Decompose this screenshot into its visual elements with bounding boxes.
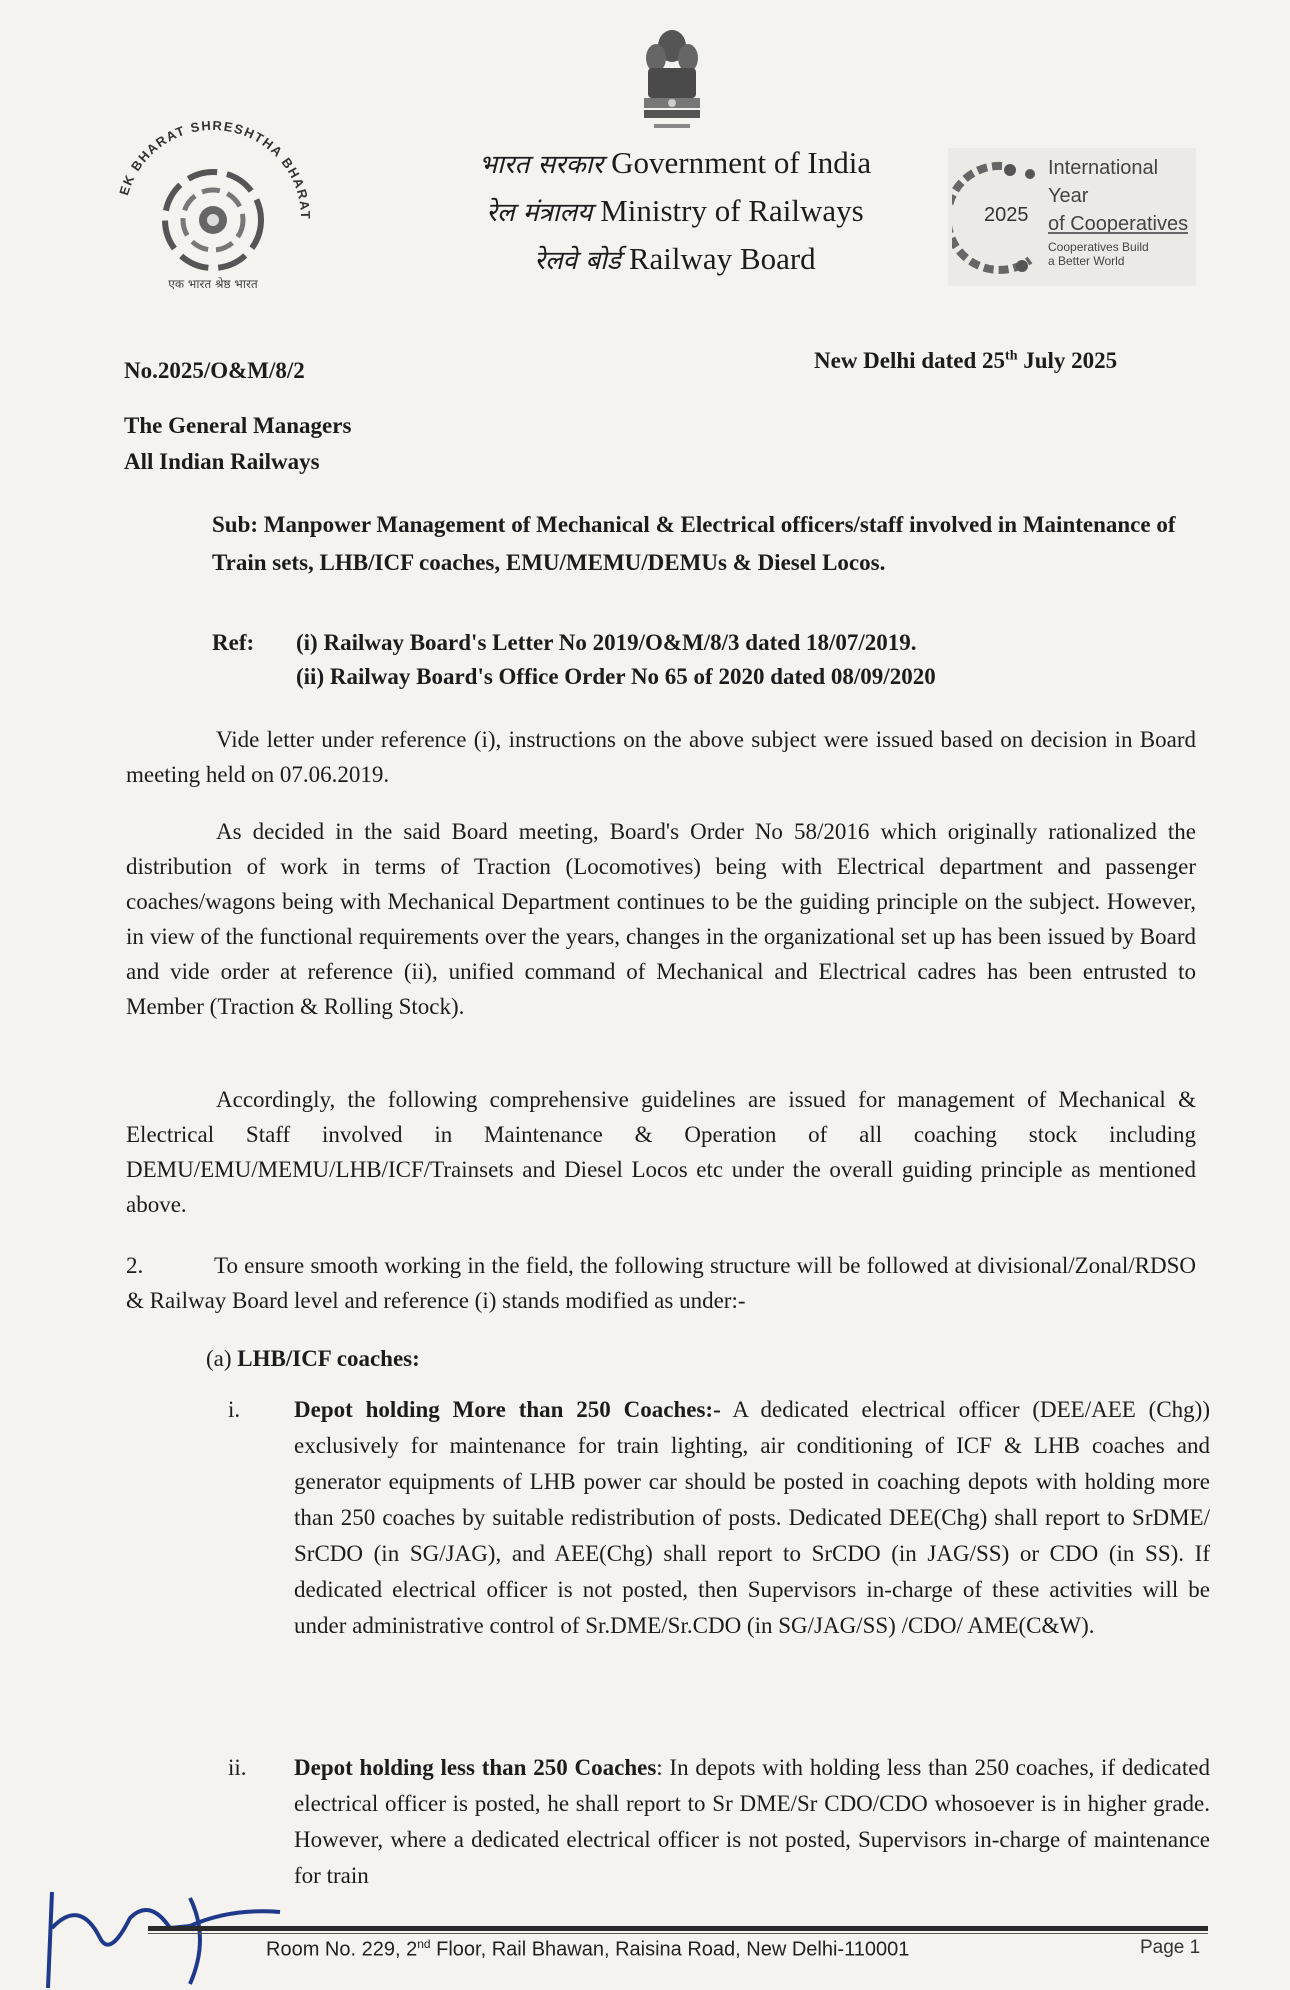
header-line3-english: Railway Board [628, 241, 816, 276]
header-line1-hindi: भारत सरकार [478, 150, 604, 180]
list-item-heading: Depot holding less than 250 Coaches [294, 1755, 657, 1780]
letter-number: No.2025/O&M/8/2 [124, 358, 305, 383]
svg-text:EK BHARAT SHRESHTHA BHARAT: EK BHARAT SHRESHTHA BHARAT [116, 117, 314, 221]
paragraph-3: Accordingly, the following comprehensive guidelines are issued for management of Mechanical & Electrical Staff involved in Maintenance & Operation of all coaching stock including DEMU/EMU/MEMU/LHB/ICF/Trainsets and Diesel Locos etc under the overall guiding principle as mentioned above. [126, 1087, 1196, 1217]
iyc-title-line1: International Year [1048, 157, 1159, 207]
header-line3-hindi: रेलवे बोर्ड [534, 246, 621, 276]
section-a-heading: (a) LHB/ICF coaches: [206, 1346, 420, 1371]
header-line2-hindi: रेल मंत्रालय [486, 198, 593, 228]
national-emblem-icon [636, 24, 708, 140]
left-logo-hindi-text: एक भारत श्रेष्ठ भारत [168, 277, 258, 291]
iyc-divider [1048, 232, 1188, 234]
list-item-text: Depot holding More than 250 Coaches:- A dedicated electrical officer (DEE/AEE (Chg)) exclusively for maintenance for train lighting, air conditioning of ICF & LHB coaches and generator equipments of LHB power car should be posted in coaching depots with holding more than 250 coaches by suitable redistribution of posts. Dedicated DEE(Chg) shall report to SrDME/ SrCDO (in SG/JAG), and AEE(Chg) shall report to SrCDO (in JAG/SS) or CDO (in SS). If dedicated electrical officer is not posted, then Supervisors in-charge of these activities will be under administrative control of Sr.DME/Sr.CDO (in SG/JAG/SS) /CDO/ AME(C&W). [294, 1397, 1210, 1638]
addressee-line2: All Indian Railways [124, 449, 320, 474]
handwritten-signature [40, 1888, 290, 1990]
header-line-government [430, 140, 920, 188]
subject-line: Sub: Manpower Management of Mechanical & Electrical officers/staff involved in Maintenance of Train sets, LHB/ICF coaches, EMU/MEMU/DEMUs & Diesel Locos. [212, 512, 1176, 575]
iyc-tagline-2: a Better World [1048, 254, 1125, 268]
list-item-heading: Depot holding More than 250 Coaches:- [294, 1397, 721, 1422]
iyc-tagline-1: Cooperatives Build [1048, 240, 1149, 254]
paragraph-2: As decided in the said Board meeting, Board's Order No 58/2016 which originally rationalized the distribution of work in terms of Traction (Locomotives) being with Electrical department and passenger coaches/wagons being with Mechanical Department continues to be the guiding principle on the subject. However, in view of the functional requirements over the years, changes in the organizational set up has been issued by Board and vide order at reference (ii), unified command of Mechanical and Electrical cadres has been entrusted to Member (Traction & Rolling Stock). [126, 819, 1196, 1019]
reference-2: (ii) Railway Board's Office Order No 65 of 2020 dated 08/09/2020 [296, 664, 936, 689]
header-line2-english: Ministry of Railways [600, 193, 864, 228]
footer-divider-thin [148, 1933, 1208, 1934]
footer-divider [148, 1926, 1208, 1931]
page-number: Page 1 [1140, 1937, 1201, 1958]
international-year-cooperatives-logo [948, 148, 1196, 286]
addressee-line1: The General Managers [124, 413, 352, 438]
footer-address: Room No. 229, 2nd Floor, Rail Bhawan, Raisina Road, New Delhi-110001 [266, 1937, 910, 1961]
paragraph-1: Vide letter under reference (i), instructions on the above subject were issued based on decision in Board meeting held on 07.06.2019. [126, 727, 1196, 787]
paragraph-number: 2. [126, 1253, 144, 1278]
iyc-title-line2: of Cooperatives [1048, 213, 1189, 235]
paragraph-2-text: To ensure smooth working in the field, the following structure will be followed at divisional/Zonal/RDSO & Railway Board level and reference (i) stands modified as under:- [126, 1253, 1196, 1313]
reference-1: (i) Railway Board's Letter No 2019/O&M/8/3 dated 18/07/2019. [296, 630, 917, 655]
list-item-number: i. [228, 1397, 241, 1422]
addressee-block [124, 408, 351, 480]
list-item-text: Depot holding less than 250 Coaches: In depots with holding less than 250 coaches, if dedicated electrical officer is posted, he shall report to Sr DME/Sr CDO/CDO whosoever is in higher grade. However, where a dedicated electrical officer is not posted, Supervisors in-charge of maintenance for train [294, 1755, 1210, 1888]
section-a-title: LHB/ICF coaches: [237, 1346, 420, 1371]
paragraph-2-numbered [126, 1248, 1196, 1318]
header-line-ministry [430, 188, 920, 236]
ref-label: Ref: [212, 630, 255, 655]
header-title-block [430, 140, 920, 284]
header-line-board [430, 236, 920, 284]
header-line1-english: Government of India [611, 145, 872, 180]
iyc-year: 2025 [984, 204, 1029, 226]
list-item-number: ii. [228, 1755, 247, 1780]
letter-date: New Delhi dated 25th July 2025 [814, 348, 1118, 373]
ek-bharat-shreshtha-bharat-logo [100, 108, 326, 298]
references-block [212, 626, 936, 694]
